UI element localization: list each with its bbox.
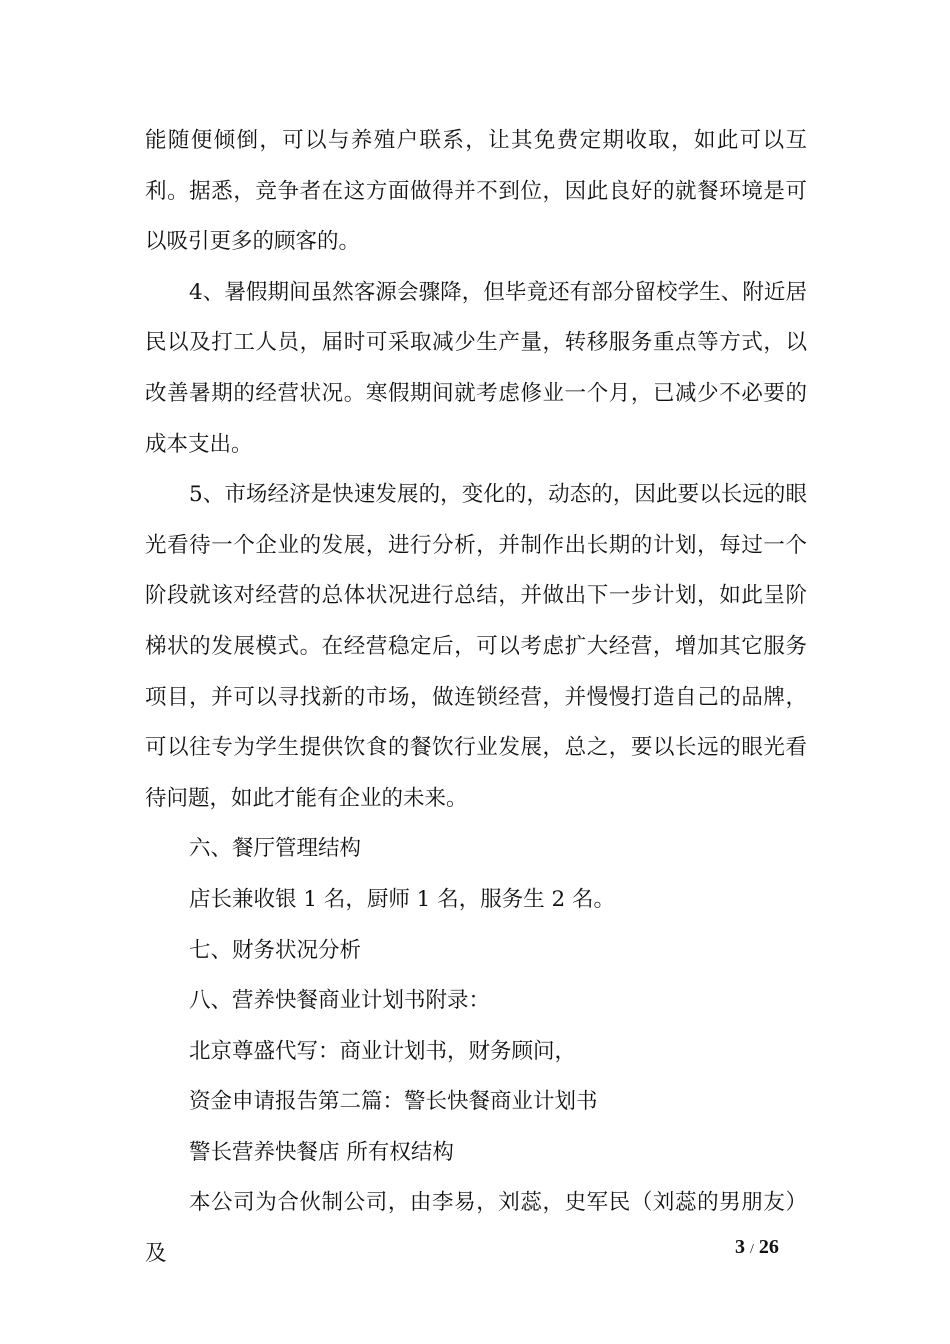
total-pages: 26 (758, 1236, 779, 1258)
paragraph-ownership-heading: 警长营养快餐店 所有权结构 (189, 1139, 454, 1165)
paragraph-item-5: 5、市场经济是快速发展的，变化的，动态的，因此要以长远的眼光看待一个企业的发展，进行分析，并制作出长期的计划，每过一个阶段就该对经营的总体状况进行总结，并做出下一步计划，如此呈阶梯状的发展模式。在经营稳定后，可以考虑扩大经营，增加其它服务项目，并可以寻找新的市场，做连锁经营，并慢慢打造自己的品牌，可以往专为学生提供饮食的餐饮行业发展，总之，要以长远的眼光看待问题，如此才能有企业的未来。 (145, 482, 807, 811)
section-heading-6: 六、餐厅管理结构 (189, 836, 362, 862)
document-body (145, 116, 807, 1280)
paragraph-item-4: 4、暑假期间虽然客源会骤降，但毕竟还有部分留校学生、附近居民以及打工人员，届时可采取减少生产量，转移服务重点等方式，以改善暑期的经营状况。寒假期间就考虑修业一个月，已减少不必要的成本支出。 (145, 279, 807, 457)
paragraph-continuation: 能随便倾倒，可以与养殖户联系，让其免费定期收取，如此可以互利。据悉，竞争者在这方面做得并不到位，因此良好的就餐环境是可以吸引更多的顾客的。 (145, 128, 807, 255)
paragraph-ghostwriter: 北京尊盛代写：商业计划书，财务顾问， (189, 1038, 577, 1064)
section-heading-8: 八、营养快餐商业计划书附录： (189, 988, 491, 1014)
page-number (735, 1236, 779, 1259)
current-page: 3 (735, 1236, 745, 1258)
section-heading-7: 七、财务状况分析 (189, 937, 362, 963)
paragraph-second-article-title: 资金申请报告第二篇：警长快餐商业计划书 (189, 1089, 598, 1115)
paragraph-ownership-text: 本公司为合伙制公司，由李易，刘蕊，史军民（刘蕊的男朋友）及 (145, 1190, 807, 1267)
paragraph-staffing: 店长兼收银 1 名，厨师 1 名，服务生 2 名。 (189, 886, 616, 912)
page-separator: / (750, 1242, 754, 1257)
